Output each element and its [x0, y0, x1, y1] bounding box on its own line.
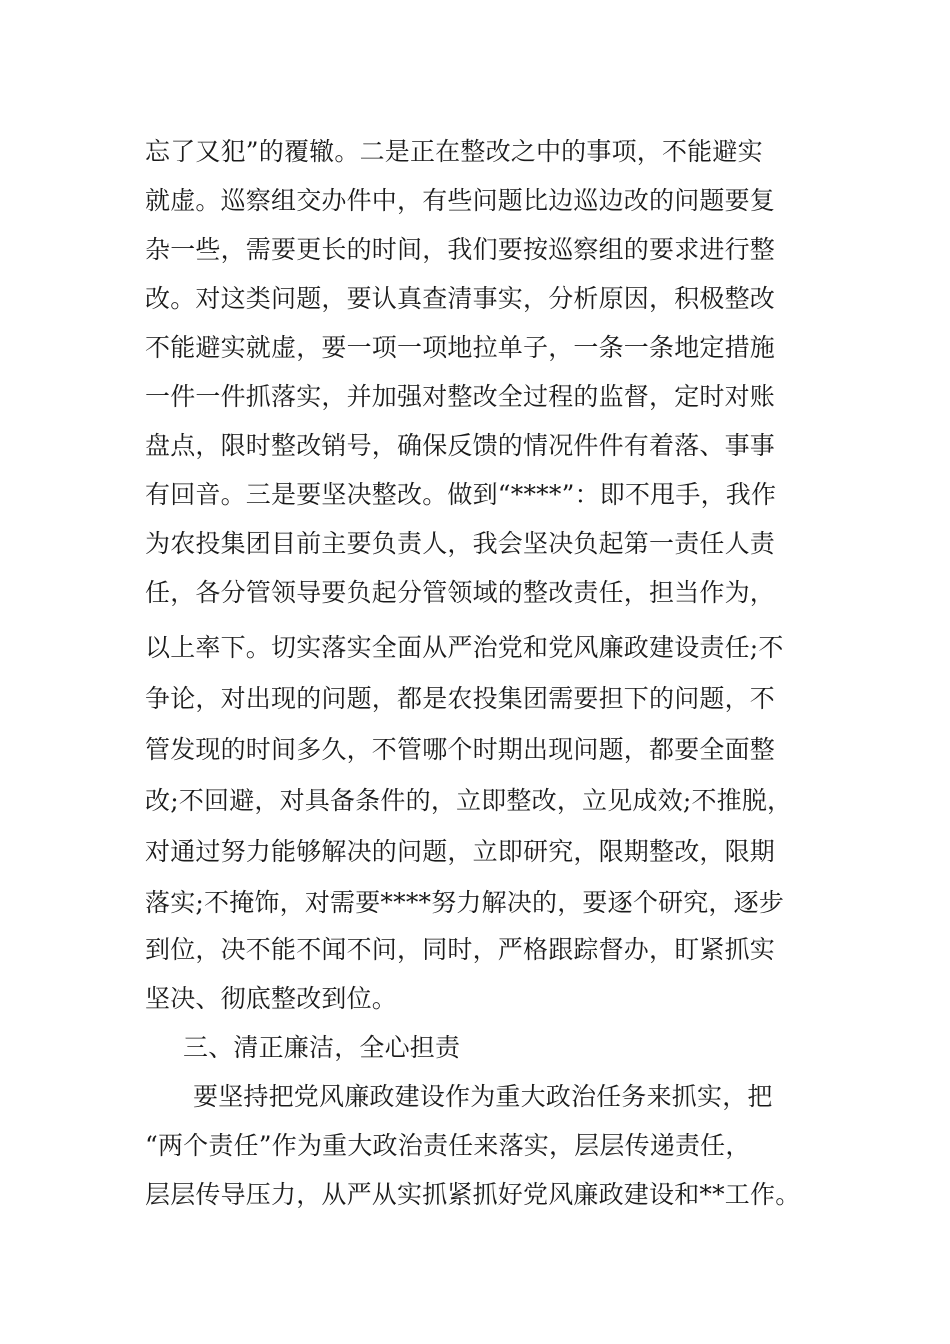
body-text-line: 管发现的时间多久，不管哪个时期出现问题，都要全面整	[145, 735, 776, 764]
paragraph-first-line: 要坚持把党风廉政建设作为重大政治任务来抓实，把	[193, 1082, 773, 1111]
body-text-line: 杂一些，需要更长的时间，我们要按巡察组的要求进行整	[145, 235, 776, 264]
body-text-line: 为农投集团目前主要负责人，我会坚决负起第一责任人责	[145, 529, 776, 558]
body-text-line: 任，各分管领导要负起分管领域的整改责任，担当作为，	[145, 578, 776, 607]
body-text-line: 改;不回避，对具备条件的，立即整改，立见成效;不推脱，	[145, 786, 793, 815]
body-text-line: 以上率下。切实落实全面从严治党和党风廉政建设责任;不	[145, 633, 784, 662]
body-text-line: 就虚。巡察组交办件中，有些问题比边巡边改的问题要复	[145, 186, 776, 215]
paragraph-line: 层层传导压力，从严从实抓紧抓好党风廉政建设和**工作。	[145, 1180, 801, 1209]
body-text-line: 一件一件抓落实，并加强对整改全过程的监督，定时对账	[145, 382, 776, 411]
section-heading: 三、清正廉洁，全心担责	[183, 1033, 461, 1062]
body-text-line: 到位，决不能不闻不问，同时，严格跟踪督办，盯紧抓实	[145, 935, 776, 964]
body-text-line: 落实;不掩饰，对需要****努力解决的，要逐个研究，逐步	[145, 888, 785, 917]
body-text-line: 不能避实就虚，要一项一项地拉单子，一条一条地定措施	[145, 333, 776, 362]
body-text-line: 争论，对出现的问题，都是农投集团需要担下的问题，不	[145, 684, 776, 713]
body-text-line: 对通过努力能够解决的问题，立即研究，限期整改，限期	[145, 837, 776, 866]
paragraph-line: “两个责任”作为重大政治责任来落实，层层传递责任，	[145, 1131, 751, 1160]
body-text-line: 坚决、彻底整改到位。	[145, 984, 398, 1013]
body-text-line: 盘点，限时整改销号，确保反馈的情况件件有着落、事事	[145, 431, 776, 460]
body-text-line: 忘了又犯”的覆辙。二是正在整改之中的事项，不能避实	[145, 137, 763, 166]
body-text-line: 有回音。三是要坚决整改。做到“****”：即不甩手，我作	[145, 480, 777, 509]
body-text-line: 改。对这类问题，要认真查清事实，分析原因，积极整改	[145, 284, 776, 313]
